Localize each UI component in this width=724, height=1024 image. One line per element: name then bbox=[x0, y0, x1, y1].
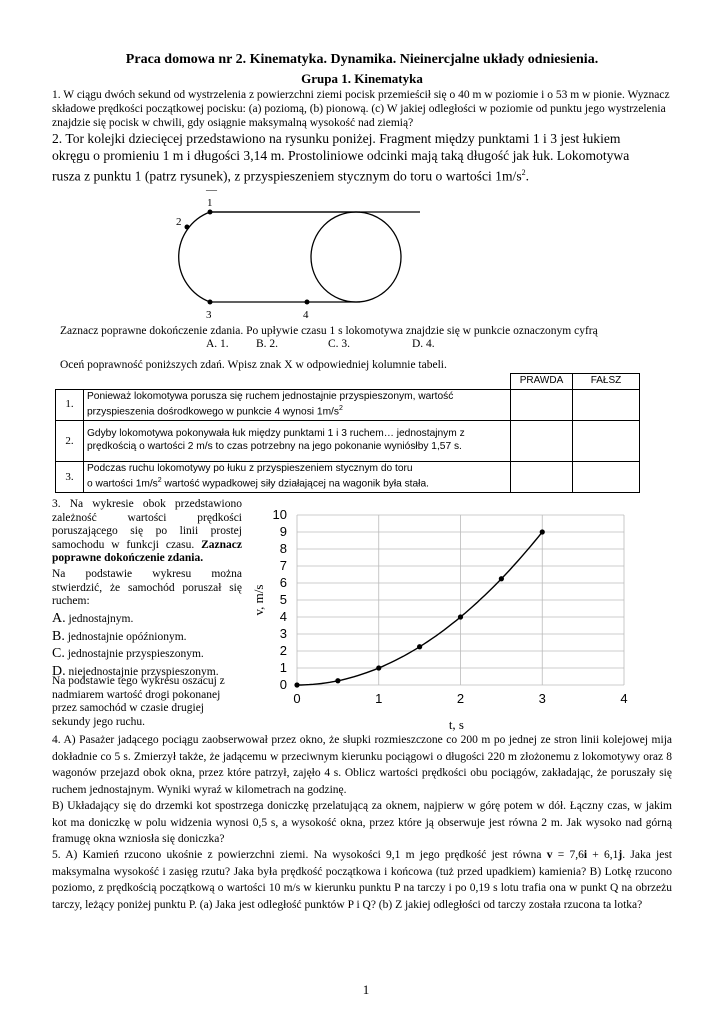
page-title: Praca domowa nr 2. Kinematyka. Dynamika. Nieinercjalne układy odniesienia. bbox=[125, 52, 599, 67]
y-tick-label: 5 bbox=[279, 592, 287, 607]
point-2-dot bbox=[185, 225, 190, 230]
question-3 bbox=[52, 498, 242, 566]
x-tick-label: 0 bbox=[293, 691, 301, 706]
question-2-line-1: 2. Tor kolejki dziecięcej przedstawiono na rysunku poniżej. Fragment między punktami 1 i 3 jest łukiem bbox=[52, 131, 621, 146]
point-3-label: 3 bbox=[206, 309, 212, 321]
y-tick-label: 6 bbox=[279, 575, 287, 590]
question-3-estimate: Na podstawie tego wykresu oszacuj z nadmiarem wartość drogi pokonanej przez samochód w czasie drugiej sekundy jego ruchu. bbox=[52, 675, 225, 728]
point-3-dot bbox=[208, 300, 213, 305]
y-tick-label: 9 bbox=[279, 524, 287, 539]
data-point bbox=[499, 576, 504, 581]
point-4-label: 4 bbox=[303, 309, 309, 321]
y-tick-label: 4 bbox=[279, 609, 287, 624]
y-tick-label: 2 bbox=[279, 643, 287, 658]
table-row bbox=[56, 389, 640, 420]
question-4a: 4. A) Pasażer jadącego pociągu zaobserwował przez okno, że słupki rozmieszczone co 200 m po jednej ze stron linii kolejowej mija dokładnie co 5 s. Zmierzył także, że jadącemu w przeciwnym kierunku pociągowi o długości 220 m złożonemu z lokomotywy oraz 8 wagonów przejazd obok okna, przez które patrzył, zajęło 4 s. Oblicz wartości prędkości obu pociągów, zakładając, że poruszały się ruchem jednostajnym. Wyniki wyraź w kilometrach na godzinę. bbox=[52, 734, 672, 796]
choice-b[interactable]: B. 2. bbox=[256, 338, 279, 350]
assess-instruction: Oceń poprawność poniższych zdań. Wpisz znak X w odpowiedniej kolumnie tabeli. bbox=[60, 359, 447, 371]
y-tick-label: 3 bbox=[279, 626, 287, 641]
track-diagram bbox=[160, 182, 420, 322]
data-point bbox=[458, 614, 463, 619]
question-3-stem: Na podstawie wykresu można stwierdzić, że samochód poruszał się ruchem: bbox=[52, 568, 242, 607]
row-number: 3. bbox=[56, 461, 84, 492]
question-3-intro: 3. Na wykresie obok przedstawiono zależność wartości prędkości poruszającego się po linii prostej samochodu w funkcji czasu. bbox=[52, 498, 242, 551]
x-tick-label: 4 bbox=[620, 691, 628, 706]
question-1: 1. W ciągu dwóch sekund od wystrzelenia z powierzchni ziemi pocisk przemieścił się o 40 m w poziomie i o 53 m w pionie. Wyznacz składowe prędkości początkowej pocisku: (a) poziomą, (b) pionową. (c) W jakiej odległości w poziomie od punktu jego wystrzelenia znajdzie się pocisk w chwili, gdy osiągnie maksymalną wysokość nad ziemią? bbox=[52, 89, 670, 129]
x-axis-label: t, s bbox=[448, 717, 464, 732]
x-tick-label: 3 bbox=[538, 691, 546, 706]
col-true-header: PRAWDA bbox=[511, 374, 573, 390]
y-tick-label: 8 bbox=[279, 541, 287, 556]
question-3-instruction: Zaznacz poprawne dokończenie zdania. bbox=[52, 538, 242, 564]
data-point bbox=[335, 678, 340, 683]
point-1-dot bbox=[208, 210, 213, 215]
data-point bbox=[294, 682, 299, 687]
track-circle bbox=[311, 212, 401, 302]
point-4-dot bbox=[305, 300, 310, 305]
true-cell[interactable] bbox=[511, 389, 573, 420]
option-a[interactable]: A. jednostajnym. bbox=[52, 611, 134, 626]
question-3-options bbox=[52, 610, 252, 680]
complete-sentence: Zaznacz poprawne dokończenie zdania. Po upływie czasu 1 s lokomotywa znajdzie się w punkcie oznaczonym cyfrą bbox=[60, 325, 598, 337]
option-c[interactable]: C. jednostajnie przyspieszonym. bbox=[52, 646, 204, 661]
false-cell[interactable] bbox=[573, 389, 640, 420]
true-false-table bbox=[55, 373, 640, 493]
false-cell[interactable] bbox=[573, 461, 640, 492]
y-tick-label: 0 bbox=[279, 677, 287, 692]
data-point bbox=[417, 644, 422, 649]
point-1-label: 1 bbox=[207, 197, 213, 209]
row-number: 2. bbox=[56, 420, 84, 461]
choice-a[interactable]: A. 1. bbox=[206, 338, 229, 350]
choice-d[interactable]: D. 4. bbox=[412, 338, 435, 350]
data-point bbox=[540, 529, 545, 534]
table-row bbox=[56, 461, 640, 492]
y-tick-label: 10 bbox=[272, 507, 287, 522]
question-4b: B) Układający się do drzemki kot spostrzega doniczkę przelatującą za oknem, najpierw w górę potem w dół. Łączny czas, w jakim kot ma doniczkę w polu widzenia wynosi 0,5 s, a wysokość okna, przez które ją obserwuje jest równa 2 m. Jak wysoko nad górną framugę okna wzniosła się doniczka? bbox=[52, 800, 672, 846]
true-cell[interactable] bbox=[511, 420, 573, 461]
true-cell[interactable] bbox=[511, 461, 573, 492]
choice-c[interactable]: C. 3. bbox=[328, 338, 351, 350]
row-number: 1. bbox=[56, 389, 84, 420]
question-2 bbox=[52, 130, 672, 185]
dash-label: — bbox=[206, 184, 217, 196]
data-point bbox=[376, 665, 381, 670]
table-header-row bbox=[56, 374, 640, 390]
row-statement: Podczas ruchu lokomotywy po łuku z przyspieszeniem stycznym do toru o wartości $1m/s^2$ wartość wypadkowej siły działającej na wagonik była stała. bbox=[84, 461, 511, 492]
series-line bbox=[297, 532, 542, 685]
point-2-label: 2 bbox=[176, 216, 182, 228]
row-statement: Ponieważ lokomotywa porusza się ruchem jednostajnie przyspieszonym, wartość przyspieszenia dośrodkowego w punkcie 4 wynosi $1m/s^2$ bbox=[84, 389, 511, 420]
y-tick-label: 1 bbox=[279, 660, 287, 675]
option-b[interactable]: B. jednostajnie opóźnionym. bbox=[52, 628, 187, 644]
table-row bbox=[56, 420, 640, 461]
row-statement: Gdyby lokomotywa pokonywała łuk między punktami 1 i 3 ruchem… jednostajnym z prędkością o wartości 2 m/s to czas potrzebny na jego pokonanie wyniósłby 1,57 s. bbox=[84, 420, 511, 461]
y-axis-label: v, m/s bbox=[251, 584, 266, 616]
question-2-line-3: rusza z punktu 1 (patrz rysunek), z przyspieszeniem stycznym do toru o wartości $1m/s^2$. bbox=[52, 168, 530, 184]
page-number: 1 bbox=[362, 982, 370, 997]
false-cell[interactable] bbox=[573, 420, 640, 461]
section-subtitle: Grupa 1. Kinematyka bbox=[301, 71, 423, 86]
question-2-line-2: okręgu o promieniu 1 m i długości 3,14 m. Prostoliniowe odcinki mają taką długość jak łuk. Lokomotywa bbox=[52, 148, 630, 163]
velocity-chart bbox=[245, 500, 645, 735]
option-d[interactable]: D. niejednostajnie przyspieszonym. bbox=[52, 663, 219, 679]
y-tick-label: 7 bbox=[279, 558, 287, 573]
x-tick-label: 1 bbox=[375, 691, 383, 706]
question-5: 5. A) Kamień rzucono ukośnie z powierzchni ziemi. Na wysokości 9,1 m jego prędkość jest równa v = 7,6i + 6,1j. Jaka jest maksymalna wysokość i zasięg rzutu? Jaka była prędkość początkowa i końcowa (tuż przed upadkiem) kamienia? B) Lotkę rzucono poziomo, z prędkością początkową o wartości 10 m/s w kierunku punktu P na tarczy i po 0,19 s lotu trafia ona w punkt Q na obrzeżu tarczy, leżący poniżej punktu P. (a) Jaka jest odległość punktów P i Q? (b) Z jakiej odległości od tarczy została rzucona ta lotka? bbox=[52, 849, 672, 911]
x-tick-label: 2 bbox=[456, 691, 465, 706]
col-false-header: FAŁSZ bbox=[573, 374, 640, 390]
